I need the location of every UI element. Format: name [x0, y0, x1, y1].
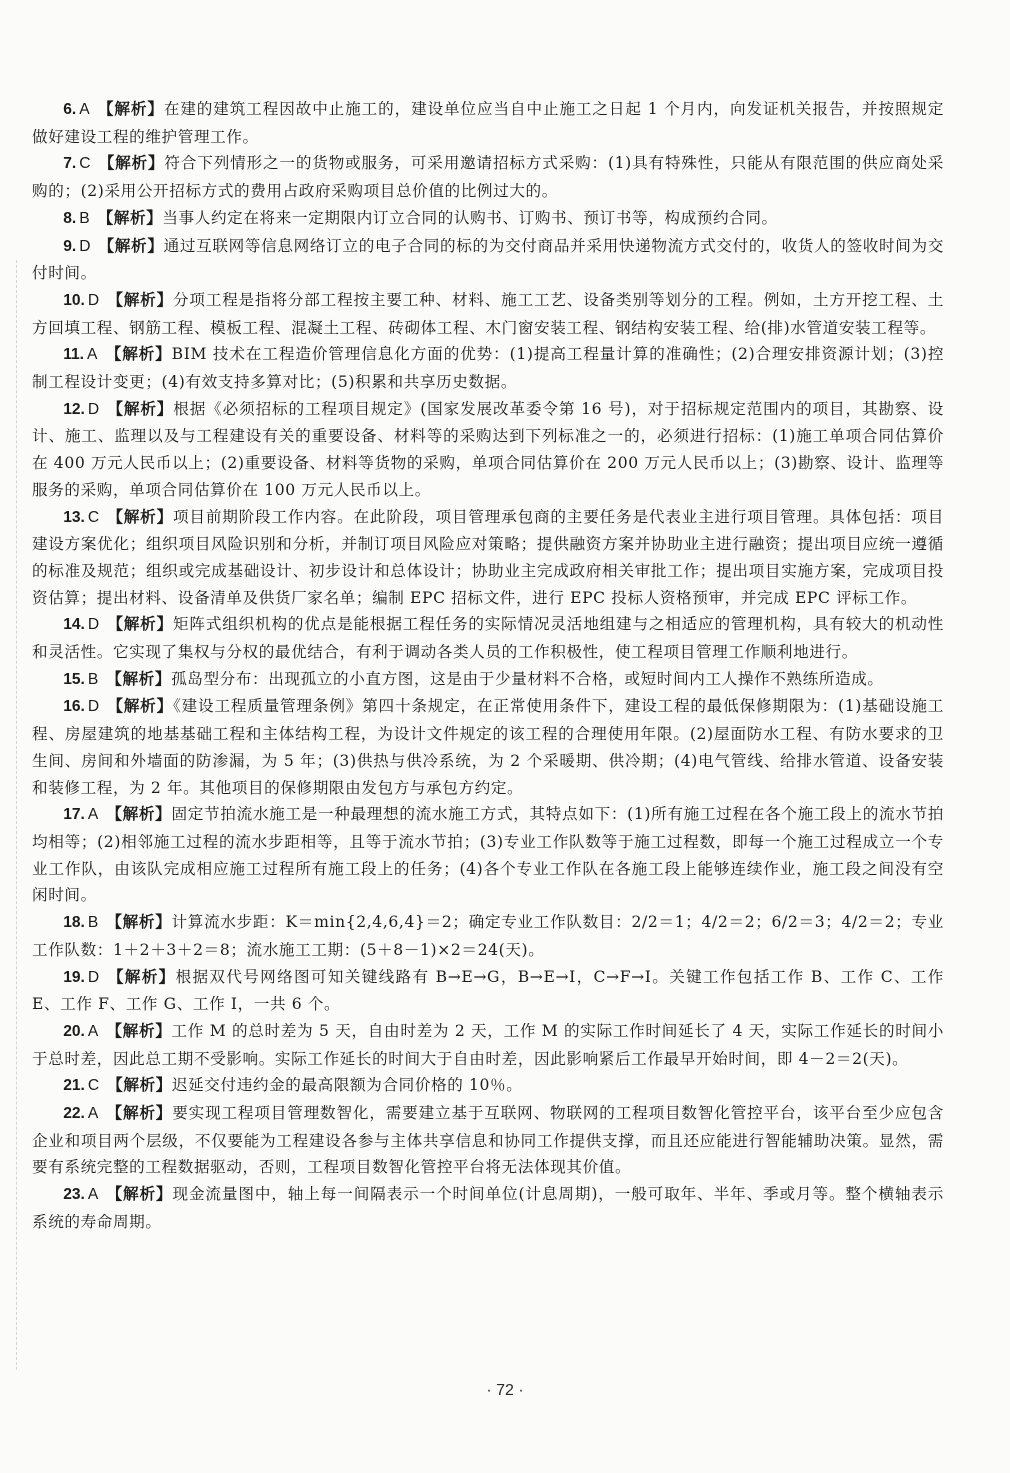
answer-item-23 — [32, 1181, 944, 1235]
item-number: 21. — [63, 1077, 85, 1095]
answer-item-21 — [32, 1072, 944, 1100]
item-answer: C — [87, 508, 100, 526]
item-number: 7. — [63, 155, 77, 173]
analysis-tag: 【解析】 — [107, 614, 173, 634]
answer-item-18 — [32, 909, 944, 963]
answer-item-16 — [32, 693, 944, 801]
item-answer: C — [79, 155, 91, 173]
answer-item-14 — [32, 611, 944, 665]
item-answer: B — [87, 914, 99, 932]
item-explanation: 要实现工程项目管理数智化，需要建立基于互联网、物联网的工程项目数智化管控平台，该平台至少应包含企业和项目两个层级，不仅要能为工程建设各参与主体共享信息和协同工作提供支撑，而且还应能进行智能辅助决策。显然，需要有系统完整的工程数据驱动，否则，工程项目数智化管控平台将无法体现其价值。 — [32, 1104, 944, 1177]
item-explanation: 现金流量图中，轴上每一间隔表示一个时间单位(计息周期)，一般可取年、半年、季或月等。整个横轴表示系统的寿命周期。 — [32, 1185, 944, 1231]
answer-item-19 — [32, 964, 944, 1018]
item-explanation: 根据双代号网络图可知关键线路有 B→E→G，B→E→I，C→F→I。关键工作包括工作 B、工作 C、工作 E、工作 F、工作 G、工作 I，一共 6 个。 — [32, 967, 944, 1014]
item-explanation: 《建设工程质量管理条例》第四十条规定，在正常使用条件下，建设工程的最低保修期限为：(1)基础设施工程、房屋建筑的地基基础工程和主体结构工程，为设计文件规定的该工程的合理使用年限。(2)屋面防水工程、有防水要求的卫生间、房间和外墙面的防渗漏，为 5 年；(3)供热与供冷系统，为 2 个采暖期、供冷期；(4)电气管线、给排水管道、设备安装和装修工程，为 2 年。其他项目的保修期限由发包方与承包方约定。 — [32, 697, 944, 797]
item-number: 12. — [63, 400, 85, 418]
item-explanation: 计算流水步距：K＝min{2,4,6,4}＝2；确定专业工作队数目：2/2＝1；4/2＝2；6/2＝3；4/2＝2；专业工作队数：1＋2＋3＋2＝8；流水施工工期：(5＋8－1)×2＝24(天)。 — [32, 913, 944, 959]
analysis-tag: 【解析】 — [106, 668, 172, 688]
answer-item-10 — [32, 287, 944, 341]
analysis-tag: 【解析】 — [106, 1103, 173, 1123]
analysis-tag: 【解析】 — [107, 289, 173, 309]
answer-item-13 — [32, 504, 944, 612]
analysis-tag: 【解析】 — [106, 804, 172, 824]
item-number: 23. — [63, 1186, 85, 1204]
item-number: 16. — [63, 698, 85, 716]
item-number: 9. — [63, 237, 77, 255]
item-answer: A — [87, 1186, 99, 1204]
item-number: 20. — [63, 1022, 85, 1040]
item-explanation: 矩阵式组织机构的优点是能根据工程任务的实际情况灵活地组建与之相适应的管理机构，具有较大的机动性和灵活性。它实现了集权与分权的最优结合，有利于调动各类人员的工作积极性，使工程项目管理工作顺利地进行。 — [32, 615, 944, 662]
item-number: 15. — [63, 670, 85, 688]
item-answer: D — [87, 968, 100, 986]
answer-item-6 — [32, 96, 944, 150]
item-explanation: 迟延交付违约金的最高限额为合同价格的 10％。 — [171, 1076, 523, 1095]
item-number: 6. — [63, 101, 77, 118]
analysis-tag: 【解析】 — [105, 344, 172, 364]
analysis-tag: 【解析】 — [98, 153, 165, 173]
item-number: 8. — [63, 209, 77, 227]
answer-item-15 — [32, 666, 944, 694]
item-explanation: BIM 技术在工程造价管理信息化方面的优势：(1)提高工程量计算的准确性；(2)合理安排资源计划；(3)控制工程设计变更；(4)有效支持多算对比；(5)积累和共享历史数据。 — [32, 345, 945, 392]
analysis-tag: 【解析】 — [98, 235, 164, 255]
item-number: 19. — [63, 968, 85, 986]
item-explanation: 通过互联网等信息网络订立的电子合同的标的为交付商品并采用快递物流方式交付的，收货人的签收时间为交付时间。 — [32, 236, 944, 283]
item-answer: A — [87, 346, 98, 364]
item-number: 14. — [63, 616, 85, 634]
item-answer: A — [79, 101, 90, 118]
analysis-tag: 【解析】 — [107, 966, 176, 986]
item-number: 11. — [63, 346, 85, 364]
answer-item-12 — [32, 396, 944, 504]
item-explanation: 根据《必须招标的工程项目规定》(国家发展改革委令第 16 号)，对于招标规定范围内的项目，其勘察、设计、施工、监理以及与工程建设有关的重要设备、材料等的采购达到下列标准之一的，必须进行招标：(1)施工单项合同估算价在 400 万元人民币以上；(2)重要设备、材料等货物的采购，单项合同估算价在 200 万元人民币以上；(3)勘察、设计、监理等服务的采购，单项合同估算价在 100 万元人民币以上。 — [32, 399, 944, 499]
item-number: 22. — [63, 1105, 85, 1123]
item-answer: C — [87, 1077, 100, 1095]
item-answer: D — [87, 616, 100, 634]
analysis-tag: 【解析】 — [97, 207, 163, 227]
item-number: 18. — [63, 914, 85, 932]
item-explanation: 在建的建筑工程因故中止施工的，建设单位应当自中止施工之日起 1 个月内，向发证机关报告，并按照规定做好建设工程的维护管理工作。 — [32, 100, 944, 146]
answer-list — [32, 96, 944, 1236]
item-explanation: 工作 M 的总时差为 5 天，自由时差为 2 天，工作 M 的实际工作时间延长了 4 天，实际工作延长的时间小于总时差，因此总工期不受影响。实际工作延长的时间大于自由时差，因此影响紧后工作最早开始时间，即 4－2＝2(天)。 — [32, 1021, 944, 1068]
item-explanation: 符合下列情形之一的货物或服务，可采用邀请招标方式采购：(1)具有特殊性，只能从有限范围的供应商处采购的；(2)采用公开招标方式的费用占政府采购项目总价值的比例过大的。 — [32, 154, 944, 201]
item-answer: B — [79, 209, 90, 227]
item-number: 17. — [63, 806, 85, 824]
analysis-tag: 【解析】 — [106, 1020, 172, 1040]
answer-item-11 — [32, 341, 944, 395]
item-answer: A — [87, 806, 99, 824]
item-explanation: 分项工程是指将分部工程按主要工种、材料、施工工艺、设备类别等划分的工程。例如，土方开挖工程、土方回填工程、钢筋工程、模板工程、混凝土工程、砖砌体工程、木门窗安装工程、钢结构安装工程、给(排)水管道安装工程等。 — [32, 290, 944, 337]
item-answer: D — [87, 698, 100, 716]
margin-rule — [16, 260, 17, 1370]
item-answer: D — [87, 400, 100, 418]
answer-item-9 — [32, 233, 944, 287]
answer-item-8 — [32, 205, 944, 233]
analysis-tag: 【解析】 — [107, 696, 174, 716]
analysis-tag: 【解析】 — [107, 398, 174, 418]
analysis-tag: 【解析】 — [106, 912, 172, 932]
item-explanation: 孤岛型分布：出现孤立的小直方图，这是由于少量材料不合格，或短时间内工人操作不熟练所造成。 — [171, 669, 884, 688]
item-explanation: 项目前期阶段工作内容。在此阶段，项目管理承包商的主要任务是代表业主进行项目管理。具体包括：项目建设方案优化；组织项目风险识别和分析，并制订项目风险应对策略；提供融资方案并协助业主进行融资；提出项目应统一遵循的标准及规范；组织或完成基础设计、初步设计和总体设计；协助业主完成政府相关审批工作；提出项目实施方案，完成项目投资估算；提出材料、设备清单及供货厂家名单；编制 EPC 招标文件，进行 EPC 投标人资格预审，并完成 EPC 评标工作。 — [32, 507, 944, 607]
analysis-tag: 【解析】 — [106, 1184, 173, 1204]
analysis-tag: 【解析】 — [107, 1075, 172, 1095]
item-answer: D — [79, 237, 91, 255]
item-explanation: 固定节拍流水施工是一种最理想的流水施工方式，其特点如下：(1)所有施工过程在各个施工段上的流水节拍均相等；(2)相邻施工过程的流水步距相等，且等于流水节拍；(3)专业工作队数等于施工过程数，即每一个施工过程成立一个专业工作队，由该队完成相应施工过程所有施工段上的任务；(4)各个专业工作队在各施工段上能够连续作业，施工段之间没有空闲时间。 — [32, 805, 944, 905]
item-explanation: 当事人约定在将来一定期限内订立合同的认购书、订购书、预订书等，构成预约合同。 — [162, 208, 778, 227]
answer-item-20 — [32, 1018, 944, 1072]
item-answer: A — [87, 1022, 99, 1040]
item-answer: D — [87, 291, 100, 309]
answer-item-22 — [32, 1100, 944, 1181]
answer-item-17 — [32, 801, 944, 909]
answer-item-7 — [32, 150, 944, 204]
item-answer: B — [87, 670, 99, 688]
analysis-tag: 【解析】 — [97, 99, 164, 118]
page-number: · 72 · — [486, 1382, 524, 1399]
analysis-tag: 【解析】 — [107, 506, 173, 526]
item-number: 10. — [63, 291, 85, 309]
item-answer: A — [87, 1105, 99, 1123]
item-number: 13. — [63, 508, 85, 526]
